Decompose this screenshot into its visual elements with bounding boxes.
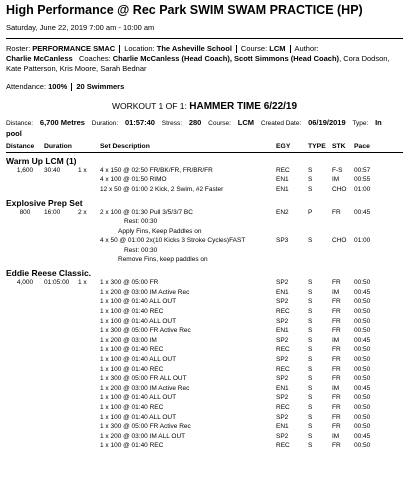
row-type: S bbox=[308, 355, 313, 363]
row-stk: FR bbox=[332, 413, 341, 421]
set-title: Explosive Prep Set bbox=[6, 197, 83, 208]
row-stk: F-S bbox=[332, 166, 343, 174]
row-type: S bbox=[308, 298, 313, 306]
row-stk: CHO bbox=[332, 186, 347, 194]
row-type: S bbox=[308, 365, 313, 373]
row-pace: 00:50 bbox=[354, 298, 371, 306]
row-egy: SP2 bbox=[276, 375, 289, 383]
row-egy: EN1 bbox=[276, 176, 289, 184]
row-stk: FR bbox=[332, 394, 341, 402]
set-title: Warm Up LCM (1) bbox=[6, 155, 77, 166]
duration-label: Duration: bbox=[91, 120, 119, 128]
duration-value: 01:57:40 bbox=[124, 118, 155, 128]
row-stk: FR bbox=[332, 365, 341, 373]
row-egy: REC bbox=[276, 365, 290, 373]
row-description: 4 x 100 @ 01:50 RIMO bbox=[100, 176, 167, 184]
location-value: The Asheville School bbox=[156, 44, 232, 53]
row-type: S bbox=[308, 375, 313, 383]
row-egy: REC bbox=[276, 308, 290, 315]
row-type: S bbox=[308, 237, 313, 245]
table-row bbox=[6, 317, 403, 327]
table-row bbox=[6, 403, 403, 413]
col-pace: Pace bbox=[354, 142, 370, 150]
row-stk: IM bbox=[332, 176, 340, 184]
row-egy: SP2 bbox=[276, 413, 289, 421]
row-egy: SP2 bbox=[276, 279, 289, 287]
set-title: Eddie Reese Classic. bbox=[6, 268, 92, 279]
row-egy: EN2 bbox=[276, 208, 289, 216]
table-row bbox=[6, 298, 403, 308]
row-pace: 00:50 bbox=[354, 403, 371, 411]
row-pace: 00:50 bbox=[354, 394, 371, 402]
col-distance: Distance bbox=[6, 142, 35, 150]
row-stk: FR bbox=[332, 423, 341, 431]
row-pace: 00:45 bbox=[354, 288, 371, 296]
course-label: Course: bbox=[208, 120, 231, 128]
row-description: 1 x 200 @ 03:00 IM Active Rec bbox=[100, 384, 190, 392]
page-title: High Performance @ Rec Park SWIM SWAM PRACTICE (HP) bbox=[6, 3, 363, 17]
row-stk: IM bbox=[332, 336, 340, 344]
course-label: Course: bbox=[240, 44, 268, 53]
row-pace: 01:00 bbox=[354, 186, 371, 194]
row-type: S bbox=[308, 346, 313, 354]
table-row bbox=[6, 176, 403, 186]
practice-date: Saturday, June 22, 2019 7:00 am - 10:00 am bbox=[6, 23, 155, 32]
col-duration: Duration bbox=[44, 142, 72, 150]
row-type: S bbox=[308, 384, 313, 392]
rest-note: Rest: 00:30 bbox=[124, 218, 158, 226]
row-description: 1 x 300 @ 05:00 FR Active Rec bbox=[100, 423, 191, 431]
roster-label: Roster: bbox=[6, 44, 31, 53]
stress-label: Stress: bbox=[161, 120, 183, 128]
table-row bbox=[6, 166, 403, 176]
type-label: Type: bbox=[352, 120, 369, 128]
row-egy: EN1 bbox=[276, 327, 289, 335]
row-type: S bbox=[308, 176, 313, 184]
row-egy: EN1 bbox=[276, 186, 289, 194]
row-type: S bbox=[308, 166, 313, 174]
table-row bbox=[6, 288, 403, 298]
row-egy: SP2 bbox=[276, 432, 289, 440]
row-description: 2 x 100 @ 01:30 Pull 3/5/3/7 BC bbox=[100, 208, 193, 216]
divider bbox=[6, 38, 403, 39]
row-egy: SP3 bbox=[276, 237, 289, 245]
table-row bbox=[6, 365, 403, 375]
row-description: 1 x 100 @ 01:40 REC bbox=[100, 403, 164, 411]
table-row bbox=[6, 345, 403, 355]
row-pace: 00:50 bbox=[354, 317, 371, 325]
table-row bbox=[6, 336, 403, 346]
table-row bbox=[6, 384, 403, 394]
row-stk: FR bbox=[332, 208, 341, 216]
attendance-label: Attendance: bbox=[6, 82, 47, 92]
row-description: 1 x 100 @ 01:40 ALL OUT bbox=[100, 394, 177, 402]
row-pace: 00:55 bbox=[354, 176, 371, 184]
row-pace: 00:50 bbox=[354, 375, 371, 383]
col-egy: EGY bbox=[276, 142, 291, 150]
row-egy: EN1 bbox=[276, 288, 289, 296]
row-description: 12 x 50 @ 01:00 2 Kick, 2 Swim, #2 Faster bbox=[100, 186, 224, 194]
row-egy: EN1 bbox=[276, 384, 289, 392]
table-row bbox=[6, 374, 403, 384]
author-label: Author: bbox=[294, 44, 319, 53]
distance-value: 6,700 Metres bbox=[39, 118, 85, 128]
row-pace: 00:50 bbox=[354, 308, 371, 315]
row-stk: FR bbox=[332, 375, 341, 383]
row-stk: IM bbox=[332, 432, 340, 440]
row-stk: FR bbox=[332, 298, 341, 306]
row-stk: FR bbox=[332, 317, 341, 325]
row-pace: 00:45 bbox=[354, 336, 371, 344]
divider bbox=[71, 83, 72, 91]
row-distance: 1,600 bbox=[16, 166, 34, 174]
table-row bbox=[6, 393, 403, 403]
row-egy: REC bbox=[276, 442, 290, 450]
divider bbox=[119, 45, 120, 53]
row-type: S bbox=[308, 432, 313, 440]
row-type: S bbox=[308, 394, 313, 402]
workout-prefix: WORKOUT 1 OF 1: bbox=[111, 101, 187, 112]
table-row bbox=[6, 307, 403, 317]
row-pace: 01:00 bbox=[354, 237, 371, 245]
table-row bbox=[6, 432, 403, 442]
row-duration: 16:00 bbox=[44, 208, 61, 216]
row-stk: FR bbox=[332, 308, 341, 315]
row-egy: REC bbox=[276, 346, 290, 354]
table-row bbox=[6, 422, 403, 432]
row-pace: 00:50 bbox=[354, 327, 371, 335]
table-row bbox=[6, 326, 403, 336]
row-type: S bbox=[308, 442, 313, 450]
row-pace: 00:45 bbox=[354, 384, 371, 392]
extra-coaches: , Cora Dodson, Kate Patterson, Kris Moore, Sarah Bednar bbox=[6, 54, 390, 74]
row-distance: 4,000 bbox=[16, 279, 34, 287]
row-pace: 00:57 bbox=[354, 166, 371, 174]
attendance-percent: 100% bbox=[48, 82, 68, 92]
attendance bbox=[6, 82, 403, 91]
row-description: 1 x 300 @ 05:00 FR ALL OUT bbox=[100, 375, 187, 383]
type-value: In bbox=[375, 118, 382, 128]
row-egy: REC bbox=[276, 403, 290, 411]
row-description: 1 x 300 @ 05:00 FR bbox=[100, 279, 159, 287]
row-description: 1 x 100 @ 01:40 ALL OUT bbox=[100, 317, 177, 325]
roster-info bbox=[6, 44, 403, 74]
row-stk: IM bbox=[332, 384, 340, 392]
row-stk: FR bbox=[332, 279, 341, 287]
row-pace: 00:50 bbox=[354, 365, 371, 373]
row-multiplier: 1 x bbox=[78, 166, 87, 174]
row-type: S bbox=[308, 423, 313, 431]
row-description: 4 x 50 @ 01:00 2x(10 Kicks 3 Stroke Cycles)FAST bbox=[100, 237, 246, 245]
row-egy: SP2 bbox=[276, 298, 289, 306]
coaches-label: Coaches: bbox=[78, 54, 111, 64]
table-row bbox=[6, 237, 403, 247]
rest-note: Rest: 00:30 bbox=[124, 246, 158, 254]
row-egy: SP2 bbox=[276, 394, 289, 402]
row-stk: IM bbox=[332, 288, 340, 296]
row-egy: EN1 bbox=[276, 423, 289, 431]
type-value-cont: pool bbox=[6, 128, 22, 138]
row-pace: 00:50 bbox=[354, 413, 371, 421]
row-stk: FR bbox=[332, 327, 341, 335]
col-spacer bbox=[78, 143, 100, 151]
row-pace: 00:50 bbox=[354, 346, 371, 354]
row-pace: 00:50 bbox=[354, 423, 371, 431]
table-row bbox=[6, 441, 403, 451]
table-row bbox=[6, 413, 403, 423]
author-value: Charlie McCanless bbox=[6, 54, 73, 64]
row-description: 1 x 200 @ 03:00 IM ALL OUT bbox=[100, 432, 186, 440]
roster-value: PERFORMANCE SMAC bbox=[32, 44, 116, 53]
row-stk: FR bbox=[332, 346, 341, 354]
row-type: S bbox=[308, 403, 313, 411]
row-multiplier: 2 x bbox=[78, 208, 87, 216]
row-description: 1 x 100 @ 01:40 REC bbox=[100, 442, 164, 450]
workout-meta bbox=[6, 118, 403, 138]
row-stk: FR bbox=[332, 403, 341, 411]
divider bbox=[290, 45, 291, 53]
row-egy: SP2 bbox=[276, 355, 289, 363]
table-row bbox=[6, 355, 403, 365]
row-multiplier: 1 x bbox=[78, 279, 87, 287]
course-value: LCM bbox=[269, 44, 286, 53]
table-row bbox=[6, 185, 403, 195]
table-row bbox=[6, 278, 403, 288]
divider bbox=[236, 45, 237, 53]
row-type: S bbox=[308, 288, 313, 296]
coaches-value: Charlie McCanless (Head Coach), Scott Simmons (Head Coach) bbox=[112, 54, 340, 64]
row-type: S bbox=[308, 413, 313, 421]
row-distance: 800 bbox=[19, 208, 31, 216]
row-pace: 00:45 bbox=[354, 208, 371, 216]
row-description: 1 x 200 @ 03:00 IM Active Rec bbox=[100, 288, 190, 296]
workout-name: HAMMER TIME 6/22/19 bbox=[189, 101, 298, 113]
row-pace: 00:50 bbox=[354, 279, 371, 287]
col-stk: STK bbox=[332, 142, 346, 150]
created-label: Created Date: bbox=[260, 120, 302, 128]
row-type: P bbox=[308, 208, 313, 216]
set-note: Apply Fins, Keep Paddles on bbox=[118, 227, 202, 235]
row-type: S bbox=[308, 308, 313, 315]
row-description: 1 x 300 @ 05:00 FR Active Rec bbox=[100, 327, 191, 335]
row-type: S bbox=[308, 336, 313, 344]
col-type: TYPE bbox=[308, 142, 326, 150]
row-stk: FR bbox=[332, 442, 341, 450]
row-description: 4 x 150 @ 02:50 FR/BK/FR, FR/BR/FR bbox=[100, 166, 213, 174]
col-description: Set Description bbox=[100, 142, 150, 150]
row-stk: CHO bbox=[332, 237, 347, 245]
row-description: 1 x 100 @ 01:40 ALL OUT bbox=[100, 413, 177, 421]
row-description: 1 x 200 @ 03:00 IM bbox=[100, 336, 157, 344]
row-description: 1 x 100 @ 01:40 REC bbox=[100, 308, 164, 315]
row-duration: 01:05:00 bbox=[44, 279, 70, 287]
column-headers bbox=[6, 143, 403, 153]
row-description: 1 x 100 @ 01:40 REC bbox=[100, 346, 164, 354]
location-label: Location: bbox=[124, 44, 155, 53]
row-pace: 00:50 bbox=[354, 355, 371, 363]
row-egy: REC bbox=[276, 166, 290, 174]
set-note: Remove Fins, keep paddles on bbox=[118, 256, 208, 264]
row-description: 1 x 100 @ 01:40 ALL OUT bbox=[100, 298, 177, 306]
row-description: 1 x 100 @ 01:40 REC bbox=[100, 365, 164, 373]
row-type: S bbox=[308, 327, 313, 335]
row-pace: 00:50 bbox=[354, 442, 371, 450]
row-description: 1 x 100 @ 01:40 ALL OUT bbox=[100, 355, 177, 363]
distance-label: Distance: bbox=[6, 120, 34, 128]
created-value: 06/19/2019 bbox=[308, 118, 346, 128]
row-type: S bbox=[308, 317, 313, 325]
workout-title bbox=[6, 101, 403, 113]
row-type: S bbox=[308, 186, 313, 194]
practice-sheet bbox=[0, 3, 409, 483]
table-row bbox=[6, 208, 403, 218]
row-egy: SP2 bbox=[276, 317, 289, 325]
row-egy: SP2 bbox=[276, 336, 289, 344]
row-duration: 30:40 bbox=[44, 166, 61, 174]
set-rows bbox=[6, 278, 403, 451]
swimmer-count: 20 Swimmers bbox=[76, 82, 125, 92]
row-pace: 00:45 bbox=[354, 432, 371, 440]
stress-value: 280 bbox=[188, 118, 202, 128]
course-value: LCM bbox=[237, 118, 254, 128]
row-stk: FR bbox=[332, 355, 341, 363]
row-type: S bbox=[308, 279, 313, 287]
